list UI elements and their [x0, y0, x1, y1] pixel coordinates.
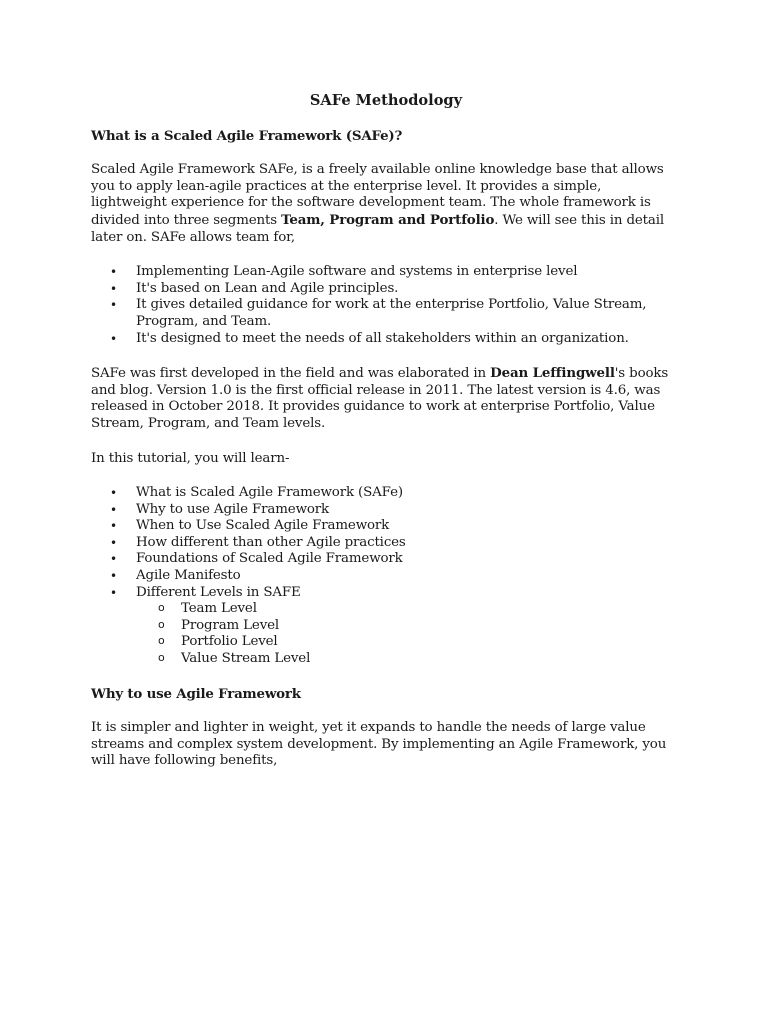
list-item-text: Different Levels in SAFE — [136, 584, 301, 600]
list-item-text: Implementing Lean-Agile software and systems in enterprise level — [136, 264, 578, 280]
sub-list-item-text: Value Stream Level — [181, 651, 311, 667]
page-title: SAFe Methodology — [309, 92, 463, 109]
section-heading-what-is-safe: What is a Scaled Agile Framework (SAFe)? — [91, 127, 403, 144]
why-agile-paragraph: It is simpler and lighter in weight, yet it expands to handle the needs of large value streams and complex system development. By implementing an Agile Framework, you will have following benefits, — [91, 720, 667, 769]
list-item — [91, 331, 681, 348]
bullet-icon: • — [110, 535, 117, 550]
sub-list-item — [136, 634, 681, 651]
document-body — [91, 93, 681, 788]
list-item — [91, 264, 681, 281]
safe-allows-list — [91, 264, 681, 347]
history-text-part1: SAFe was first developed in the field and was elaborated in — [91, 366, 491, 382]
list-item-text: Foundations of Scaled Agile Framework — [136, 551, 403, 567]
history-text-part2: 's books and blog. Version 1.0 is the first official release in 2011. The latest version is 4.6, was released in October 2018. It provides guidance to work at enterprise Portfolio, Value Stream, Program, and Team levels. — [91, 366, 669, 431]
safe-levels-sublist — [136, 601, 681, 667]
intro-text-part2: . We will see this in detail later on. SAFe allows team for, — [91, 212, 664, 245]
bullet-icon: • — [110, 569, 117, 584]
list-item-text: Agile Manifesto — [136, 568, 241, 584]
list-item — [91, 297, 681, 330]
bullet-icon: • — [110, 519, 117, 534]
sub-list-item — [136, 601, 681, 618]
sub-list-item — [136, 618, 681, 635]
sub-list-item — [136, 651, 681, 668]
bullet-icon: • — [110, 585, 117, 600]
bullet-icon: • — [110, 486, 117, 501]
list-item — [91, 502, 681, 519]
bullet-icon: • — [110, 331, 117, 346]
circle-bullet-icon: o — [158, 617, 165, 631]
circle-bullet-icon: o — [158, 601, 165, 615]
history-bold-author: Dean Leffingwell — [490, 365, 615, 382]
list-item — [91, 281, 681, 298]
list-item-text: Why to use Agile Framework — [136, 501, 330, 517]
circle-bullet-icon: o — [158, 651, 165, 665]
bullet-icon: • — [110, 502, 117, 517]
list-item — [91, 518, 681, 535]
list-item — [91, 568, 681, 585]
sub-list-item-text: Portfolio Level — [181, 634, 278, 650]
list-item — [91, 535, 681, 552]
list-item-text: What is Scaled Agile Framework (SAFe) — [136, 485, 403, 501]
list-item — [91, 585, 681, 668]
list-item-text: It's designed to meet the needs of all stakeholders within an organization. — [136, 330, 629, 346]
circle-bullet-icon: o — [158, 634, 165, 648]
tutorial-topics-list — [91, 485, 681, 668]
list-item-text: When to Use Scaled Agile Framework — [136, 518, 390, 534]
section-heading-why-agile: Why to use Agile Framework — [91, 685, 301, 702]
learn-intro: In this tutorial, you will learn- — [91, 450, 290, 466]
bullet-icon: • — [110, 552, 117, 567]
list-item-text: How different than other Agile practices — [136, 534, 406, 550]
sub-list-item-text: Program Level — [181, 617, 280, 633]
intro-bold-segments: Team, Program and Portfolio — [281, 211, 495, 228]
list-item-text: It gives detailed guidance for work at the enterprise Portfolio, Value Stream, Program, and Team. — [136, 297, 647, 329]
bullet-icon: • — [110, 265, 117, 280]
bullet-icon: • — [110, 281, 117, 296]
sub-list-item-text: Team Level — [181, 601, 257, 617]
intro-paragraph — [91, 162, 681, 246]
list-item — [91, 485, 681, 502]
list-item — [91, 551, 681, 568]
history-paragraph — [91, 365, 681, 432]
intro-text-part1: Scaled Agile Framework SAFe, is a freely available online knowledge base that allows you to apply lean-agile practices at the enterprise level. It provides a simple, lightweight experience for the software development team. The whole framework is divided into three segments — [91, 162, 664, 228]
list-item-text: It's based on Lean and Agile principles. — [136, 280, 399, 296]
bullet-icon: • — [110, 298, 117, 313]
